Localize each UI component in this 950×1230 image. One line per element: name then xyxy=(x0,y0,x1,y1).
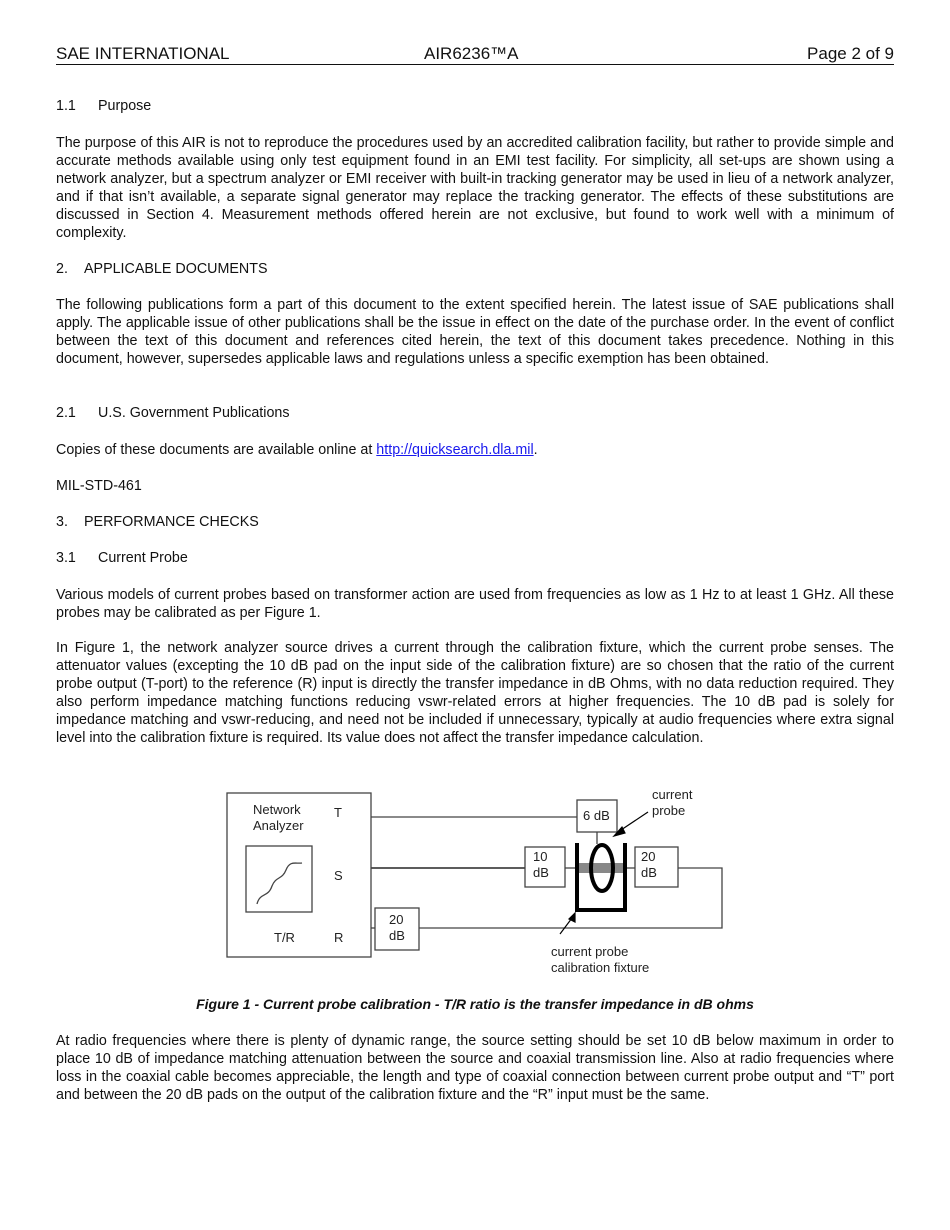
label-network: Network xyxy=(253,802,301,817)
header-page-number: Page 2 of 9 xyxy=(807,44,894,63)
paragraph-figure-description: In Figure 1, the network analyzer source drives a current through the calibration fixture, which the current probe senses. The attenuator values (excepting the 10 dB pad on the input side of the calibration fixture) are so chosen that the ratio of the current probe output (T-port) to the reference (R) input is directly the transfer impedance in dB Ohms, with no data reduction required. They also perform impedance matching functions reducing vswr-related errors at higher frequencies. The 10 dB pad is solely for impedance matching and vswr-reducing, and need not be included if unnecessary, typically at audio frequencies where extra signal level into the calibration fixture is required. Its value does not affect the transfer impedance calculation. xyxy=(56,640,894,746)
port-r: R xyxy=(334,930,344,945)
section-heading-3-1 xyxy=(56,549,894,567)
section-title: APPLICABLE DOCUMENTS xyxy=(84,261,268,277)
section-title: Current Probe xyxy=(98,550,188,566)
text: Copies of these documents are available online at xyxy=(56,442,377,458)
reference-mil-std: MIL-STD-461 xyxy=(56,478,142,494)
pad-10db-label: 10 xyxy=(533,849,548,864)
text: . xyxy=(533,442,538,458)
pad-20db-output-label: 20 xyxy=(641,849,656,864)
fixture-conductor xyxy=(577,863,625,873)
pad-10db-unit: dB xyxy=(533,865,549,880)
section-number: 1.1 xyxy=(56,98,76,114)
current-probe-label-2: probe xyxy=(652,803,686,818)
figure-1-diagram xyxy=(220,780,730,980)
analyzer-screen xyxy=(246,846,312,912)
page-header xyxy=(56,44,894,65)
section-number: 2. xyxy=(56,261,68,277)
section-heading-1-1 xyxy=(56,97,894,115)
quicksearch-link[interactable]: http://quicksearch.dla.mil xyxy=(376,442,534,458)
paragraph-radio-frequencies: At radio frequencies where there is plenty of dynamic range, the source setting should be set 10 dB below maximum in order to place 10 dB of impedance matching attenuation between the source and coaxial transmission line. Also at radio frequencies where loss in the coaxial cable becomes appreciable, the length and type of coaxial connection between current probe output and “T” port and between the 20 dB pads on the output of the calibration fixture and the “R” input must be the same. xyxy=(56,1033,894,1103)
fixture-label: current probe xyxy=(551,944,629,959)
section-title: Purpose xyxy=(98,98,152,114)
port-s: S xyxy=(334,868,343,883)
section-number: 3. xyxy=(56,514,68,530)
section-heading-3 xyxy=(56,513,894,531)
paragraph-purpose: The purpose of this AIR is not to reproduce the procedures used by an accredited calibration facility, but rather to provide simple and accurate methods available using only test equipment found in an EMI test facility. For simplicity, all set-ups are shown using a network analyzer, but a spectrum analyzer or EMI receiver with built-in tracking generator may be used in lieu of a network analyzer, and if that isn’t available, a separate signal generator may replace the tracking generator. The effects of these substitutions are discussed in Section 4. Measurement methods offered herein are not exclusive, but found to work well with a minimum of complexity. xyxy=(56,135,894,241)
section-number: 2.1 xyxy=(56,405,76,421)
port-t: T xyxy=(334,805,342,820)
pad-20db-r-unit: dB xyxy=(389,928,405,943)
paragraph-current-probe: Various models of current probes based on transformer action are used from frequencies as low as 1 Hz to at least 1 GHz. All these probes may be calibrated as per Figure 1. xyxy=(56,587,894,621)
header-doc-id: AIR6236™A xyxy=(424,44,519,63)
paragraph-applicable-documents: The following publications form a part of this document to the extent specified herein. The latest issue of SAE publications shall apply. The applicable issue of other publications shall be the issue in effect on the date of the purchase order. In the event of conflict between the text of this document and references cited herein, the text of this document takes precedence. Nothing in this document, however, supersedes applicable laws and regulations unless a specific exemption has been obtained. xyxy=(56,297,894,367)
figure-caption: Figure 1 - Current probe calibration - T/R ratio is the transfer impedance in dB ohms xyxy=(196,996,754,1012)
paragraph-copies xyxy=(56,441,894,459)
pad-20db-r-label: 20 xyxy=(389,912,404,927)
section-heading-2-1 xyxy=(56,404,894,422)
analyzer-trace xyxy=(257,863,302,904)
section-title: U.S. Government Publications xyxy=(98,405,290,421)
fixture-arrow xyxy=(560,918,572,934)
label-tr: T/R xyxy=(274,930,295,945)
section-heading-2 xyxy=(56,260,894,278)
section-number: 3.1 xyxy=(56,550,76,566)
section-title: PERFORMANCE CHECKS xyxy=(84,514,259,530)
pad-6db-label: 6 dB xyxy=(583,808,610,823)
fixture-label-2: calibration fixture xyxy=(551,960,650,975)
calibration-fixture xyxy=(577,843,625,910)
label-analyzer: Analyzer xyxy=(253,818,304,833)
current-probe-label: current xyxy=(652,787,693,802)
pad-20db-output-unit: dB xyxy=(641,865,657,880)
header-org: SAE INTERNATIONAL xyxy=(56,44,230,63)
